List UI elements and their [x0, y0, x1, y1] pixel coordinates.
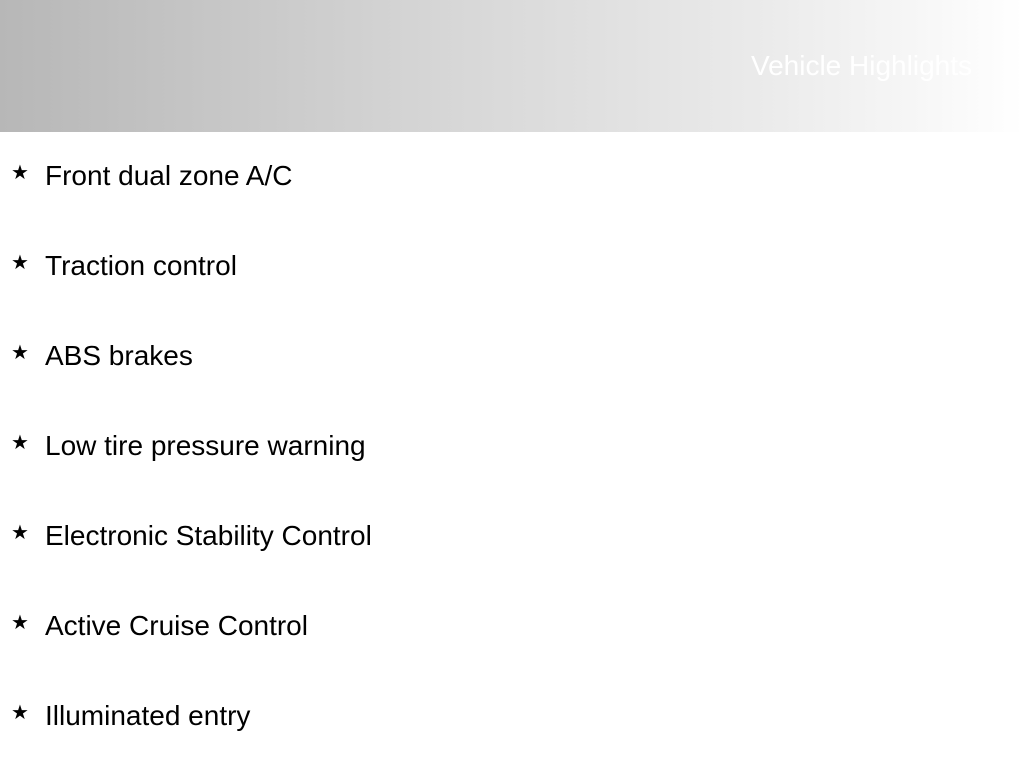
- star-icon: ★: [11, 162, 29, 184]
- list-item: [0, 582, 1024, 672]
- star-icon: ★: [11, 342, 29, 364]
- star-icon: ★: [11, 612, 29, 634]
- page-title: Vehicle Highlights: [750, 50, 972, 81]
- list-item: [0, 672, 1024, 762]
- list-item: [0, 402, 1024, 492]
- star-icon: ★: [11, 702, 29, 724]
- highlight-label: Front dual zone A/C: [45, 160, 293, 191]
- highlight-label: Illuminated entry: [45, 700, 251, 731]
- highlight-label: Traction control: [45, 250, 237, 281]
- highlights-list: [0, 132, 1024, 762]
- star-icon: ★: [11, 432, 29, 454]
- star-icon: ★: [11, 252, 29, 274]
- list-item: [0, 492, 1024, 582]
- list-item: [0, 222, 1024, 312]
- highlight-label: Electronic Stability Control: [45, 520, 372, 551]
- list-item: [0, 312, 1024, 402]
- header-banner: [0, 0, 1024, 132]
- highlight-label: Low tire pressure warning: [45, 430, 366, 461]
- list-item: [0, 132, 1024, 222]
- highlight-label: ABS brakes: [45, 340, 193, 371]
- star-icon: ★: [11, 522, 29, 544]
- highlight-label: Active Cruise Control: [45, 610, 308, 641]
